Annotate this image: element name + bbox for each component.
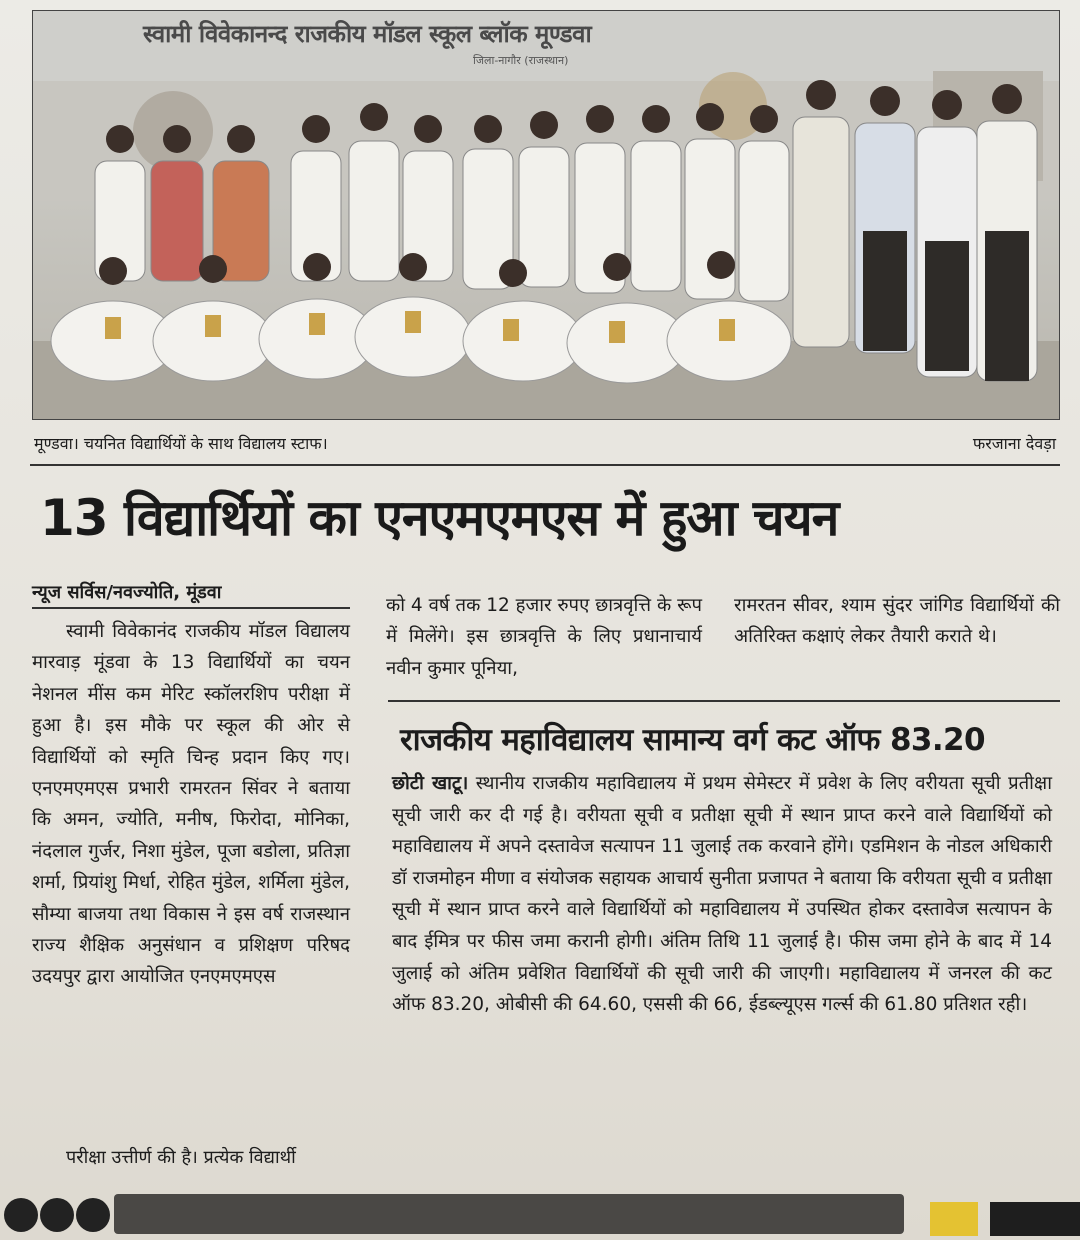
story1-column1-end: परीक्षा उत्तीर्ण की है। प्रत्येक विद्यार्थी (66, 1147, 296, 1168)
main-headline: 13 विद्यार्थियों का एनएमएमएस में हुआ चयन (40, 489, 839, 547)
photo-banner: स्वामी विवेकानन्द राजकीय मॉडल स्कूल ब्लॉक मूण्डवा (143, 20, 592, 48)
photo-banner-subtitle: जिला-नागौर (राजस्थान) (473, 54, 569, 67)
decorative-dot (40, 1198, 74, 1232)
story1-column3: रामरतन सीवर, श्याम सुंदर जांगिड विद्यार्थियों की अतिरिक्त कक्षाएं लेकर तैयारी कराते थे। (734, 595, 1060, 648)
story2-headline: राजकीय महाविद्यालय सामान्य वर्ग कट ऑफ 83.20 (400, 722, 985, 758)
divider (30, 464, 1060, 466)
photo-credit: फरजाना देवड़ा (972, 434, 1056, 453)
black-block (990, 1202, 1080, 1236)
story1-column2: को 4 वर्ष तक 12 हजार रुपए छात्रवृत्ति के रूप में मिलेंगे। इस छात्रवृत्ति के लिए प्रधानाचार्य नवीन कुमार पूनिया, (386, 595, 702, 679)
byline: न्यूज सर्विस/नवज्योति, मूंडवा (32, 580, 350, 609)
story2-text: स्थानीय राजकीय महाविद्यालय में प्रथम सेमेस्टर में प्रवेश के लिए वरीयता सूची प्रतीक्षा सूची जारी कर दी गई है। वरीयता सूची व प्रतीक्षा सूची में स्थान प्राप्त करने वाले विद्यार्थियों को महाविद्यालय में अपने दस्तावेज सत्यापन 11 जुलाई तक करवाने होंगे। एडमिशन के नोडल अधिकारी डॉ राजमोहन मीणा व संयोजक सहायक आचार्य सुनीता प्रजापत ने बताया कि वरीयता सूची व प्रतीक्षा सूची में स्थान प्राप्त करने वाले विद्यार्थियों को महाविद्यालय में उपस्थित होकर दस्तावेज सत्यापन के बाद ईमित्र पर फीस जमा करानी होगी। अंतिम तिथि 11 जुलाई है। फीस जमा होने के बाद में 14 जुलाई को अंतिम प्रवेशित विद्यार्थियों की सूची जारी की जाएगी। महाविद्यालय में जनरल की कट ऑफ 83.20, ओबीसी की 64.60, एससी की 66, ईडब्ल्यूएस गर्ल्स की 61.80 प्रतिशत रही। (392, 773, 1052, 1016)
footer-strip (0, 1188, 1080, 1240)
decorative-dot (76, 1198, 110, 1232)
dark-strip (114, 1194, 904, 1234)
photo-scene (33, 11, 1059, 419)
story1-column1: स्वामी विवेकानंद राजकीय मॉडल विद्यालय मारवाड़ मूंडवा के 13 विद्यार्थियों का चयन नेशनल मींस कम मेरिट स्कॉलरशिप परीक्षा में हुआ है। इस मौके पर स्कूल की ओर से विद्यार्थियों को स्मृति चिन्ह प्रदान किए गए। एनएमएमएस प्रभारी रामरतन सिंवर ने बताया कि अमन, ज्योति, मनीष, फिरोदा, मोनिका, नंदलाल गुर्जर, निशा मुंडेल, पूजा बडोला, प्रतिज्ञा शर्मा, प्रियांशु मिर्धा, रोहित मुंडेल, शर्मिला मुंडेल, सौम्या बाजया तथा विकास ने इस वर्ष राजस्थान राज्य शैक्षिक अनुसंधान व प्रशिक्षण परिषद उदयपुर द्वारा आयोजित एनएमएमएस (32, 621, 351, 988)
story2-body (392, 768, 1052, 1021)
decorative-dot (4, 1198, 38, 1232)
group-photo (32, 10, 1060, 420)
photo-caption (34, 432, 1056, 460)
caption-text: मूण्डवा। चयनित विद्यार्थियों के साथ विद्यालय स्टाफ। (34, 434, 328, 453)
story2-dateline: छोटी खाटू। (392, 773, 469, 794)
divider (388, 700, 1060, 702)
yellow-block (930, 1202, 978, 1236)
